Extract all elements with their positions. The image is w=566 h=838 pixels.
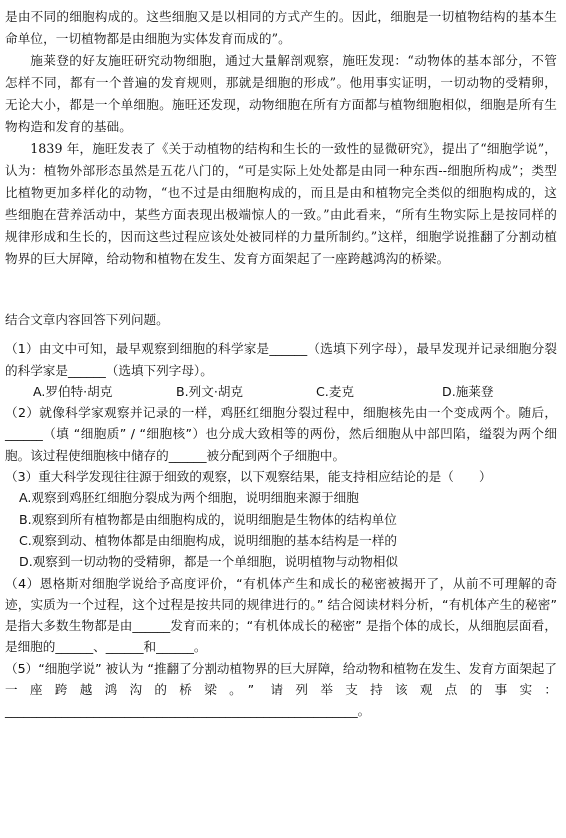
question-4: （4）恩格斯对细胞学说给予高度评价，“有机体产生和成长的秘密被揭开了，从前不可理解的奇迹，实质为一个过程，这个过程是按共同的规律进行的。” 结合阅读材料分析，“有机体产生的秘密” 是指大多数生物都是由______发育而来的；“有机体成长的秘密” 是指个体的成长，从细胞层面看，是细胞的______、______和______。 (5, 575, 557, 655)
passage-paragraph: 是由不同的细胞构成的。这些细胞又是以相同的方式产生的。因此，细胞是一切植物结构的基本生命单位，一切植物都是由细胞为实体发育而成的”。 (5, 9, 557, 46)
question-5: （5）“细胞学说” 被认为 “推翻了分割动植物界的巨大屏障，给动物和植物在发生、发育方面架起了一座跨越鸿沟的桥梁。” 请列举支持该观点的事实：________________________________________________________。 (5, 660, 557, 719)
option-c[interactable]: C.麦克 (316, 383, 354, 399)
instruction-text: 结合文章内容回答下列问题。 (5, 312, 169, 327)
option-a[interactable]: A.罗伯特·胡克 (33, 383, 113, 399)
question-2: （2）就像科学家观察并记录的一样，鸡胚红细胞分裂过程中，细胞核先由一个变成两个。随后，______（填 “细胞质” / “细胞核”）也分成大致相等的两份，然后细胞从中部凹陷，缢裂为两个细胞。该过程使细胞核中储存的______被分配到两个子细胞中。 (5, 405, 557, 463)
option-c[interactable]: C.观察到动、植物体都是由细胞构成，说明细胞的基本结构是一样的 (19, 532, 398, 548)
question-3: （3）重大科学发现往往源于细致的观察，以下观察结果，能支持相应结论的是（ ） (5, 469, 492, 485)
question-1: （1）由文中可知，最早观察到细胞的科学家是______（选填下列字母），最早发现并记录细胞分裂的科学家是______（选填下列字母）。 (5, 341, 557, 378)
option-a[interactable]: A.观察到鸡胚红细胞分裂成为两个细胞，说明细胞来源于细胞 (19, 490, 359, 506)
question-section (5, 309, 557, 722)
reading-passage (5, 6, 557, 270)
option-b[interactable]: B.列文·胡克 (176, 383, 244, 399)
option-d[interactable]: D.观察到一切动物的受精卵，都是一个单细胞，说明植物与动物相似 (19, 554, 398, 570)
passage-paragraph: 1839 年，施旺发表了《关于动植物的结构和生长的一致性的显微研究》，提出了“细胞学说”，认为：植物外部形态虽然是五花八门的，“可是实际上处处都是由同一种东西--细胞所构成”；类型比植物更加多样化的动物，“也不过是由细胞构成的，而且是由和植物完全类似的细胞构成的，这些细胞在营养活动中，某些方面表现出极端惊人的一致。”由此看来，“所有生物实际上是按同样的规律形成和生长的，因而这些过程应该处处被同样的力量所制约。”这样，细胞学说推翻了分割动植物界的巨大屏障，给动物和植物在发生、发育方面架起了一座跨越鸿沟的桥梁。 (5, 141, 557, 266)
question-1-options (5, 381, 557, 402)
option-b[interactable]: B.观察到所有植物都是由细胞构成的，说明细胞是生物体的结构单位 (19, 511, 397, 527)
option-d[interactable]: D.施莱登 (442, 383, 494, 399)
passage-paragraph: 施莱登的好友施旺研究动物细胞，通过大量解剖观察，施旺发现：“动物体的基本部分，不管怎样不同，都有一个普遍的发育规则，那就是细胞的形成”。他用事实证明，一切动物的受精卵，无论大小，都是一个单细胞。施旺还发现，动物细胞在所有方面都与植物细胞相似，细胞是所有生物构造和发育的基础。 (5, 53, 557, 134)
